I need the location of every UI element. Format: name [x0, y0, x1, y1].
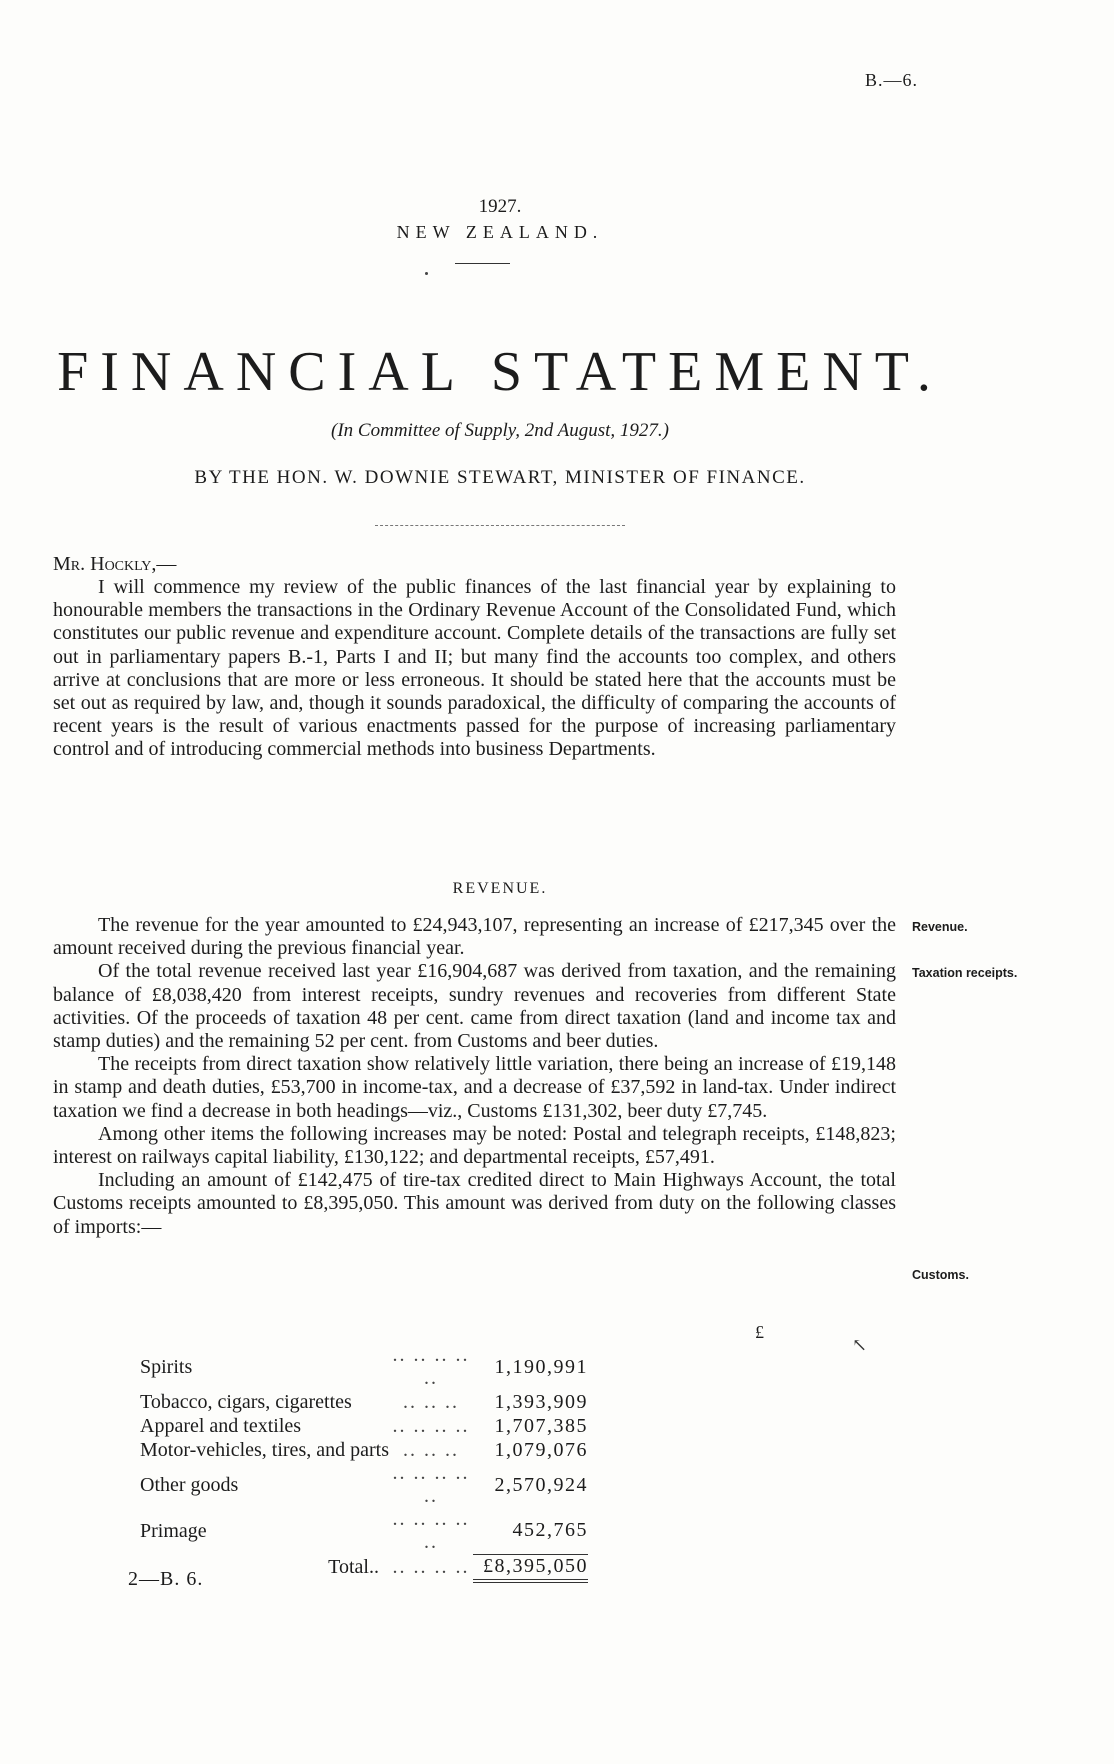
total-label: Total.. — [328, 1555, 379, 1578]
paper-code: B.—6. — [864, 70, 918, 90]
table-row — [140, 1414, 588, 1438]
import-class: Spirits — [140, 1355, 193, 1378]
revenue-paragraph: Including an amount of £142,475 of tire-tax credited direct to Main Highways Account, the total Customs receipts amounted to £8,395,050. This amount was derived from duty on the following classes of imports:— — [53, 1169, 896, 1238]
dot-leader: .. .. .. .. .. — [392, 1462, 470, 1507]
intro-paragraph — [53, 576, 896, 762]
import-class: Primage — [140, 1519, 207, 1542]
page-signature: 2—B. 6. — [128, 1568, 204, 1590]
author-byline: BY THE HON. W. DOWNIE STEWART, MINISTER OF FINANCE. — [194, 467, 806, 488]
total-value: £8,395,050 — [473, 1554, 588, 1581]
revenue-paragraph: Among other items the following increases may be noted: Postal and telegraph receipts, £148,823; interest on railways capital liability, £130,122; and departmental receipts, £57,491. — [53, 1122, 896, 1169]
dot-leader: .. .. .. .. .. — [392, 1508, 470, 1553]
document-title: FINANCIAL STATEMENT. — [57, 341, 943, 403]
document-subtitle: (In Committee of Supply, 2nd August, 1927.) — [331, 420, 669, 441]
section-heading-revenue: REVENUE. — [452, 880, 548, 897]
import-value: 2,570,924 — [494, 1473, 588, 1496]
imports-table — [140, 1320, 588, 1583]
total-row — [140, 1554, 588, 1581]
margin-note-taxation: Taxation receipts. — [912, 966, 1018, 980]
intro-text: I will commence my review of the public finances of the last financial year by explaining to honourable members the transactions in the Ordinary Revenue Account of the Consolidated Fund, which constitutes our public revenue and expenditure account. Complete details of the transactions are fully set out in parliamentary papers B.-1, Parts I and II; but many find the accounts too complex, and others arrive at conclusions that are more or less erroneous. It should be stated here that the accounts must be set out as required by law, and, though it sounds paradoxical, the difficulty of comparing the accounts of recent years is the result of various enactments passed for the purpose of increasing parliamentary control and of introducing commercial methods into business Departments. — [53, 576, 896, 761]
margin-note-customs: Customs. — [912, 1268, 969, 1282]
table-row — [140, 1438, 588, 1462]
revenue-paragraph: The revenue for the year amounted to £24,943,107, representing an increase of £217,345 over the amount received during the previous financial year. — [53, 914, 896, 960]
table-row — [140, 1462, 588, 1508]
table-row — [140, 1344, 588, 1390]
import-value: 1,190,991 — [494, 1355, 588, 1378]
import-class: Tobacco, cigars, cigarettes — [140, 1390, 352, 1413]
dot-leader: .. .. .. .. .. — [392, 1344, 470, 1389]
import-value: 452,765 — [512, 1519, 588, 1542]
import-class: Motor-vehicles, tires, and parts — [140, 1438, 389, 1461]
salutation: Mr. Hockly,— — [53, 553, 177, 575]
import-value: 1,707,385 — [494, 1414, 588, 1437]
table-row — [140, 1508, 588, 1554]
dot-leader: .. .. .. — [402, 1390, 459, 1413]
year: 1927. — [478, 196, 522, 217]
divider-long — [375, 525, 625, 526]
import-value: 1,079,076 — [494, 1438, 588, 1461]
import-class: Apparel and textiles — [140, 1414, 302, 1437]
dot-leader: .. .. .. — [402, 1438, 459, 1461]
margin-note-revenue: Revenue. — [912, 920, 968, 934]
revenue-section — [53, 914, 896, 1239]
dot-leader: .. .. .. .. — [392, 1414, 470, 1437]
currency-unit: £ — [755, 1322, 764, 1342]
import-value: 1,393,909 — [494, 1390, 588, 1413]
stray-mark: ↖ — [852, 1335, 868, 1355]
table-row — [140, 1390, 588, 1414]
revenue-paragraph: Of the total revenue received last year £16,904,687 was derived from taxation, and the remaining balance of £8,038,420 from interest receipts, sundry revenues and recoveries from different State activities. Of the proceeds of taxation 48 per cent. came from direct taxation (land and income tax and stamp duties) and the remaining 52 per cent. from Customs and beer duties. — [53, 960, 896, 1053]
divider-short — [455, 263, 510, 264]
dot-leader: .. .. .. .. — [392, 1555, 470, 1578]
import-class: Other goods — [140, 1473, 239, 1496]
stray-dot — [425, 272, 428, 275]
country-name: NEW ZEALAND. — [396, 222, 604, 242]
revenue-paragraph: The receipts from direct taxation show relatively little variation, there being an increase of £19,148 in stamp and death duties, £53,700 in income-tax, and a decrease of £37,592 in land-tax. Under indirect taxation we find a decrease in both headings—viz., Customs £131,302, beer duty £7,745. — [53, 1053, 896, 1122]
